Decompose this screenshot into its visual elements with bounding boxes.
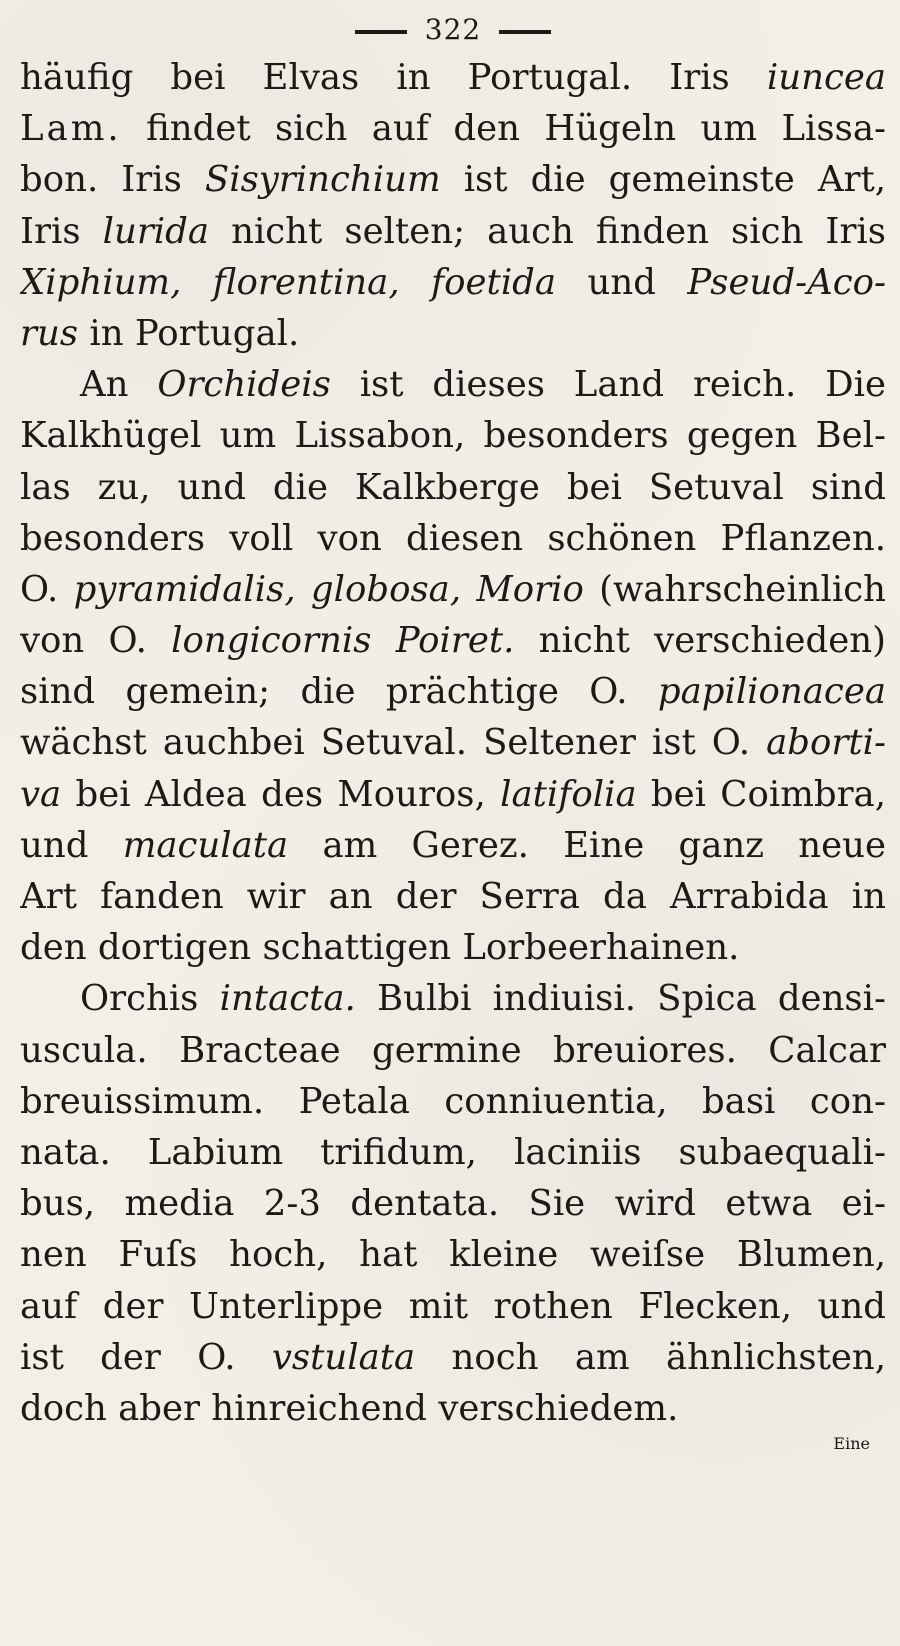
italic-text: va bbox=[20, 773, 62, 815]
text-segment: den dortigen schattigen Lorbeerhainen. bbox=[20, 927, 740, 969]
text-segment: ist die gemeinste Art, bbox=[440, 159, 886, 201]
text-segment: O. bbox=[20, 568, 74, 610]
italic-text: Sisyrinchium bbox=[204, 159, 441, 201]
text-segment: besonders voll von diesen schönen Pflanzen. bbox=[20, 517, 886, 559]
italic-text: lurida bbox=[102, 210, 210, 252]
text-segment: An bbox=[80, 364, 158, 406]
text-line bbox=[20, 1025, 886, 1076]
text-segment: las zu, und die Kalkberge bei Setuval sind bbox=[20, 466, 886, 508]
text-line bbox=[20, 973, 886, 1024]
text-segment: ist der O. bbox=[20, 1336, 272, 1378]
text-segment: findet sich auf den Hügeln um Lissa- bbox=[121, 108, 886, 150]
text-line bbox=[20, 1281, 886, 1332]
italic-text: latifolia bbox=[500, 773, 637, 815]
italic-text: pyramidalis, globosa, Morio bbox=[73, 568, 584, 610]
text-segment: nicht verschieden) bbox=[514, 620, 886, 662]
text-segment: Art fanden wir an der Serra da Arrabida in bbox=[20, 876, 886, 917]
text-segment: in Portugal. bbox=[78, 312, 300, 354]
body-text bbox=[20, 52, 886, 1434]
text-segment: sind gemein; die prächtige O. bbox=[20, 671, 658, 713]
text-segment: bus, media 2-3 dentata. Sie wird etwa ei- bbox=[20, 1183, 886, 1225]
text-line bbox=[20, 717, 886, 768]
text-segment: nicht selten; auch finden sich Iris bbox=[209, 210, 886, 252]
header-dash-right bbox=[499, 30, 551, 34]
header-dash-left bbox=[355, 30, 407, 34]
text-segment: nen Fuſs hoch, hat kleine weiſse Blumen, bbox=[20, 1234, 886, 1276]
italic-text: maculata bbox=[122, 824, 289, 866]
text-segment: Orchis bbox=[80, 978, 220, 1020]
text-segment: uscula. Bracteae germine breuiores. Calcar bbox=[20, 1029, 886, 1071]
italic-text: Pseud-Aco- bbox=[687, 261, 886, 303]
text-line bbox=[20, 308, 886, 359]
text-line bbox=[20, 1229, 886, 1280]
text-segment: bei Aldea des Mouros, bbox=[61, 773, 501, 815]
italic-text: iuncea bbox=[766, 57, 886, 98]
text-segment: nata. Labium trifidum, laciniis subaequali- bbox=[20, 1131, 886, 1173]
text-segment: bei Coimbra, bbox=[636, 773, 886, 815]
catchword: Eine bbox=[833, 1434, 870, 1454]
text-segment: ist dieses Land reich. Die bbox=[330, 364, 886, 406]
text-line bbox=[20, 1076, 886, 1127]
text-segment: am Gerez. Eine ganz neue bbox=[288, 824, 886, 866]
italic-text: rus bbox=[20, 312, 79, 354]
text-line bbox=[20, 871, 886, 922]
text-line bbox=[20, 1383, 886, 1434]
text-line bbox=[20, 410, 886, 461]
text-segment: wächst auchbei Setuval. Seltener ist O. bbox=[20, 722, 767, 764]
text-line bbox=[20, 359, 886, 410]
italic-text: longicornis Poiret. bbox=[171, 620, 515, 662]
text-segment: Kalkhügel um Lissabon, besonders gegen Bel- bbox=[20, 415, 886, 457]
text-segment: auf der Unterlippe mit rothen Flecken, und bbox=[20, 1285, 886, 1327]
text-line bbox=[20, 615, 886, 666]
text-segment: breuissimum. Petala conniuentia, basi con- bbox=[20, 1080, 886, 1122]
italic-text: papilionacea bbox=[657, 671, 886, 713]
text-segment: Bulbi indiuisi. Spica densi- bbox=[355, 978, 886, 1020]
text-line bbox=[20, 1127, 886, 1178]
text-line bbox=[20, 154, 886, 205]
text-line bbox=[20, 666, 886, 717]
text-line bbox=[20, 257, 886, 308]
text-line bbox=[20, 1178, 886, 1229]
text-line bbox=[20, 1332, 886, 1383]
text-line bbox=[20, 769, 886, 820]
text-segment: Iris bbox=[20, 210, 103, 252]
text-segment: Lam. bbox=[20, 108, 122, 150]
text-line bbox=[20, 206, 886, 257]
text-segment: (wahrscheinlich bbox=[583, 568, 886, 610]
text-segment: noch am ähnlichsten, bbox=[415, 1336, 886, 1378]
text-segment: doch aber hinreichend verschiedem. bbox=[20, 1387, 679, 1429]
italic-text: Orchideis bbox=[157, 364, 331, 406]
text-segment: von O. bbox=[20, 620, 172, 662]
text-line bbox=[20, 103, 886, 154]
text-line bbox=[20, 462, 886, 513]
italic-text: aborti- bbox=[766, 722, 886, 764]
page-number: 322 bbox=[424, 13, 482, 46]
text-segment: und bbox=[556, 261, 688, 303]
text-line bbox=[20, 564, 886, 615]
page-header bbox=[20, 10, 886, 52]
text-line bbox=[20, 820, 886, 871]
text-line bbox=[20, 922, 886, 973]
text-line bbox=[20, 52, 886, 103]
text-segment: häufig bei Elvas in Portugal. Iris bbox=[20, 57, 767, 98]
italic-text: intacta. bbox=[219, 978, 356, 1020]
text-line bbox=[20, 513, 886, 564]
italic-text: vstulata bbox=[271, 1336, 416, 1378]
italic-text: Xiphium, florentina, foetida bbox=[20, 261, 557, 303]
text-segment: und bbox=[20, 824, 123, 866]
text-segment: bon. Iris bbox=[20, 159, 205, 201]
